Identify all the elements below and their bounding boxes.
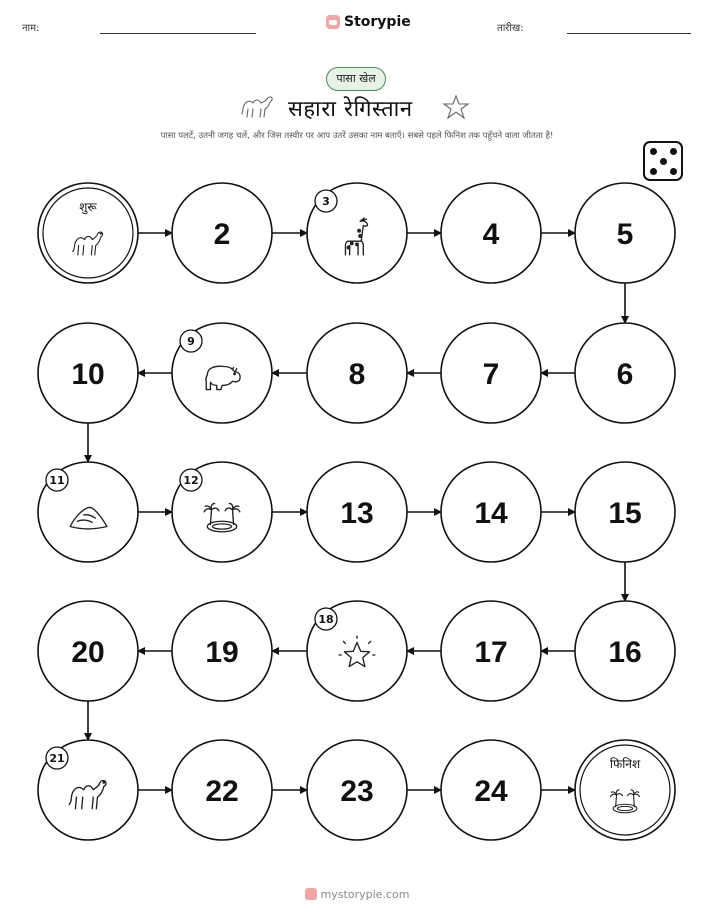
board-square[interactable] (172, 740, 272, 840)
square-number: 18 (318, 613, 334, 626)
square-number: 16 (608, 636, 642, 669)
square-number: 6 (616, 358, 634, 391)
square-number: 2 (213, 218, 231, 251)
square-number: 4 (482, 218, 500, 251)
square-number: 5 (616, 218, 634, 251)
finish-label: फिनिश (609, 757, 641, 771)
date-label: तारीख: (497, 23, 524, 34)
board-square[interactable] (307, 740, 407, 840)
board-square[interactable] (172, 601, 272, 701)
square-circle (38, 183, 138, 283)
finish-square[interactable] (575, 740, 675, 840)
name-label: नाम: (22, 23, 40, 34)
board-square[interactable] (307, 462, 407, 562)
board-square[interactable] (38, 601, 138, 701)
board-square[interactable] (38, 323, 138, 423)
board-square[interactable] (575, 323, 675, 423)
instructions: पासा पलटें, उतनी जगह चलें, और जिस तस्वीर पर आप उतरें उसका नाम बताएँ। सबसे पहले फिनिश तक पहुँचने वाला जीतता है! (160, 131, 554, 141)
square-number: 24 (474, 775, 508, 808)
footer-url[interactable]: mystorypie.com (320, 888, 410, 901)
square-number: 11 (49, 474, 65, 487)
board-square[interactable] (38, 740, 138, 840)
board-square[interactable] (575, 462, 675, 562)
board-square[interactable] (307, 183, 407, 283)
page-title: सहारा रेगिस्तान (288, 97, 413, 122)
board-square[interactable] (441, 601, 541, 701)
square-number: 23 (340, 775, 374, 808)
board-square[interactable] (172, 462, 272, 562)
square-number: 13 (340, 497, 374, 530)
brand-name: Storypie (344, 14, 411, 30)
game-type-badge: पासा खेल (326, 67, 386, 91)
square-number: 22 (205, 775, 239, 808)
start-label: शुरू (79, 200, 97, 214)
board-square[interactable] (441, 183, 541, 283)
board-square[interactable] (575, 183, 675, 283)
square-number: 21 (49, 752, 65, 765)
square-number: 7 (482, 358, 500, 391)
board-square[interactable] (575, 601, 675, 701)
board-square[interactable] (441, 323, 541, 423)
square-number: 3 (322, 195, 330, 208)
board-square[interactable] (441, 462, 541, 562)
board-square[interactable] (172, 323, 272, 423)
square-number: 17 (474, 636, 508, 669)
square-number: 20 (71, 636, 105, 669)
square-number: 10 (71, 358, 105, 391)
footer (0, 888, 714, 901)
square-number: 8 (348, 358, 366, 391)
board-square[interactable] (38, 462, 138, 562)
square-number: 15 (608, 497, 642, 530)
square-number: 14 (474, 497, 508, 530)
square-number: 12 (183, 474, 199, 487)
square-number: 9 (187, 335, 195, 348)
start-square[interactable] (38, 183, 138, 283)
square-circle (575, 740, 675, 840)
square-number: 19 (205, 636, 239, 669)
board-square[interactable] (172, 183, 272, 283)
board-square[interactable] (307, 601, 407, 701)
board-square[interactable] (307, 323, 407, 423)
board-square[interactable] (441, 740, 541, 840)
footer-logo-icon (305, 888, 317, 900)
